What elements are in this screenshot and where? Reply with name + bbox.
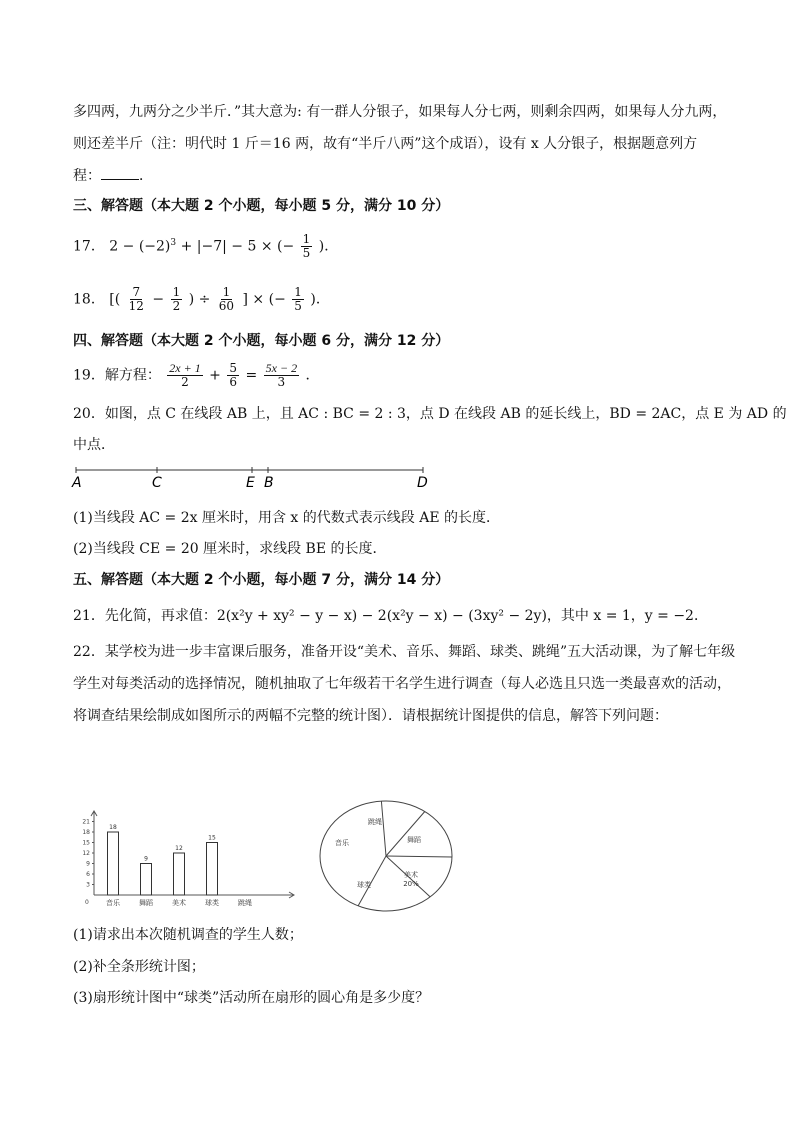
x-tick-label: 音乐 [106,899,120,907]
question-17 [73,233,338,260]
intro-line-3-prefix: 程： [73,168,101,184]
q22-line-2: 学生对每类活动的选择情况，随机抽取了七年级若干名学生进行调查（每人必选且只选一类最喜欢的活动， [73,676,731,692]
question-19 [73,362,320,389]
point-e-label: E [246,475,255,491]
section-4-heading: 四、解答题（本大题 2 个小题，每小题 6 分，满分 12 分） [73,333,450,349]
q22-line-3: 将调查结果绘制成如图所示的两幅不完整的统计图）．请根据统计图提供的信息，解答下列问题： [73,708,668,724]
intro-line-3 [73,166,153,186]
q18-fraction-4: $\frac{1}{5}$ [294,285,302,313]
pie-chart [318,795,464,915]
segment-figure [70,462,440,492]
section-5-heading: 五、解答题（本大题 2 个小题，每小题 7 分，满分 14 分） [73,572,450,588]
q22-line-1: 22．某学校为进一步丰富课后服务，准备开设“美术、音乐、舞蹈、球类、跳绳”五大活动课，为了解七年级 [73,644,736,660]
intro-line-1: 多四两，九两分之少半斤．”其大意为: 有一群人分银子，如果每人分七两，则剩余四两，如果每人分九两， [73,104,727,120]
x-tick-label: 美术 [172,899,186,907]
q17-tail: )． [318,238,339,255]
question-18 [73,286,330,313]
question-21: 21．先化简，再求值：2(x²y + xy² − y − x) − 2(x²y − x) − (3xy² − 2y)，其中 x = 1，y = −2． [73,608,708,624]
answer-blank [101,166,139,180]
bar-舞蹈 [141,864,152,896]
q18-mid: ) ÷ [188,291,215,308]
q20-sub-2: (2)当线段 CE = 20 厘米时，求线段 BE 的长度． [73,541,387,557]
origin-label: 0 [85,899,89,906]
section-3-heading: 三、解答题（本大题 2 个小题，每小题 5 分，满分 10 分） [73,198,450,214]
q19-fraction-3: $\frac{5x - 2}{3}$ [265,361,298,389]
q19-plus: + [209,367,221,384]
bar-value-label: 12 [175,845,183,852]
q18-tail: )． [310,291,330,308]
y-tick-label: 6 [86,871,90,878]
q18-fraction-2: $\frac{1}{2}$ [172,285,181,313]
q18-open: [( [109,291,121,308]
q18-minus: − [152,291,165,308]
q19-fraction-1: $\frac{2x + 1}{2}$ [169,361,201,389]
pie-slice-label: 音乐 [335,839,349,847]
q18-fraction-3: $\frac{1}{60}$ [218,285,235,313]
bar-chart [72,785,298,915]
y-tick-label: 9 [86,860,90,868]
q20-sub-1: (1)当线段 AC = 2x 厘米时，用含 x 的代数式表示线段 AE 的长度． [73,510,501,526]
q17-fraction: $\frac{1}{5}$ [302,232,311,261]
q18-close: ] × (− [242,291,286,308]
x-tick-label: 舞蹈 [139,899,153,907]
point-c-label: C [152,475,162,491]
bar-value-label: 18 [109,824,117,831]
bar-美术 [174,853,185,895]
intro-line-3-suffix: ． [139,168,153,184]
q18-fraction-1: $\frac{7}{12}$ [128,285,144,313]
q17-label: 17． [73,238,105,255]
y-tick-label: 21 [82,818,90,826]
x-tick-label: 球类 [205,899,219,907]
q20-line-2: 中点． [73,437,115,453]
q19-fraction-2: $\frac{5}{6}$ [229,361,237,389]
pie-slice-label: 跳绳 [368,818,382,826]
pie-slice-label: 球类 [357,881,371,889]
point-b-label: B [264,475,274,491]
intro-line-2: 则还差半斤（注：明代时 1 斤＝16 两，故有“半斤八两”这个成语），设有 x 人分银子，根据题意列方 [73,136,698,152]
q19-label: 19．解方程： [73,367,161,384]
q22-sub-2: (2)补全条形统计图； [73,959,205,975]
q19-tail: ． [305,367,320,384]
q17-expr-b: + |−7| − 5 × (− [176,238,295,255]
q17-expr-a: 2 − (−2) [109,238,171,255]
x-tick-label: 跳绳 [238,899,252,907]
y-tick-label: 18 [82,829,90,836]
q22-sub-1: (1)请求出本次随机调查的学生人数； [73,927,303,943]
y-tick-label: 15 [82,839,90,847]
pie-slice-percent: 20% [403,880,419,888]
bar-value-label: 15 [208,834,216,842]
bar-value-label: 9 [144,855,148,863]
point-a-label: A [72,475,82,491]
bar-球类 [207,843,218,896]
point-d-label: D [417,475,428,491]
pie-slice-label: 舞蹈 [407,836,421,844]
q17-exponent: 3 [170,238,177,248]
q18-label: 18． [73,291,105,308]
pie-slice-label: 美术 [404,871,418,879]
q20-line-1: 20．如图，点 C 在线段 AB 上，且 AC : BC = 2 : 3，点 D 在线段 AB 的延长线上，BD = 2AC，点 E 为 AD 的 [73,406,787,422]
q19-equals: = [245,367,258,384]
bar-音乐 [108,832,119,895]
q22-sub-3: (3)扇形统计图中“球类”活动所在扇形的圆心角是多少度？ [73,990,430,1006]
y-tick-label: 12 [82,850,90,857]
y-tick-label: 3 [86,881,90,889]
